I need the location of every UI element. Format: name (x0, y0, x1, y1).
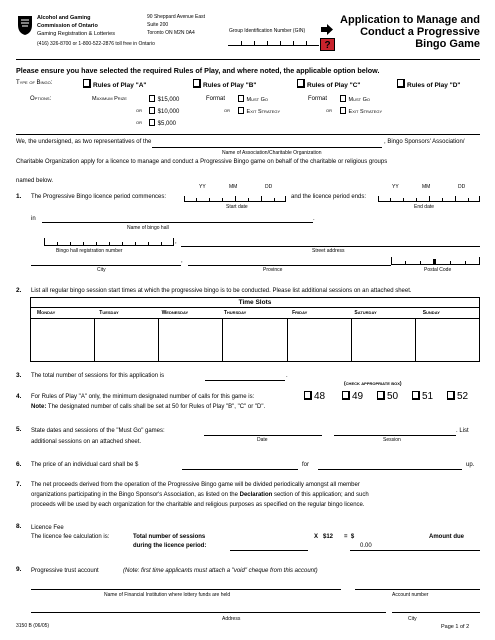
q2-number: 2. (16, 287, 22, 294)
city-comma: , (181, 258, 183, 264)
format-label-c: Format (308, 96, 328, 102)
calls-50-checkbox[interactable] (377, 391, 385, 400)
q5-list: . List (456, 428, 469, 434)
rules-d-option[interactable] (397, 79, 460, 89)
q6-for: for (302, 462, 310, 468)
fee-multiplier: X $12 (314, 534, 334, 540)
must-go-session-label: Session (383, 437, 401, 443)
rules-c-checkbox[interactable] (297, 79, 305, 88)
ontario-logo (16, 14, 34, 36)
street-address-input[interactable] (181, 246, 480, 247)
q4-number: 4. (16, 393, 22, 400)
time-slots-entry-row (31, 319, 479, 361)
rules-d-checkbox[interactable] (397, 79, 405, 88)
prize-15000-checkbox[interactable] (149, 95, 155, 102)
c-must-go-option[interactable] (340, 95, 370, 103)
financial-institution-label: Name of Financial Institution where lottery funds are held (104, 592, 231, 598)
hall-registration-input[interactable] (44, 238, 174, 246)
gin-input[interactable] (228, 36, 319, 46)
q9-note: (Note: first time applicants must attach a "void" cheque from this account) (123, 568, 318, 574)
reg-comma: , (175, 239, 177, 245)
q7-line-2c: section of this application; and such (272, 492, 369, 498)
q3-text: The total number of sessions for this application is (31, 373, 165, 379)
q3-period: . (286, 373, 288, 379)
start-yy-label: YY (199, 184, 206, 190)
c-exit-strategy-label: Exit Strategy (348, 109, 383, 115)
bank-city-label: City (408, 616, 417, 622)
amount-due-label: Amount due (429, 534, 464, 540)
q7-line-3: proceeds will be used by each organization for the charitable and religious purposes as specified on the regular bingo licence. (31, 502, 365, 508)
calls-50-label: 50 (387, 391, 399, 402)
prize-10000-label: $10,000 (157, 109, 180, 115)
time-slots-days-row (31, 308, 479, 319)
card-price-input[interactable] (182, 469, 298, 470)
q1-number: 1. (16, 193, 22, 200)
prize-5000-checkbox[interactable] (149, 119, 155, 126)
start-date-label: Start date (226, 204, 248, 210)
c-exit-strategy-option[interactable] (340, 107, 382, 115)
help-button[interactable]: ? (320, 38, 335, 51)
account-number-label: Account number (392, 592, 429, 598)
wednesday-slot-input[interactable] (159, 319, 223, 361)
tuesday-slot-input[interactable] (95, 319, 159, 361)
calls-49-checkbox[interactable] (342, 391, 350, 400)
day-monday: Monday (37, 310, 56, 316)
q4-note (31, 404, 265, 410)
bank-address-label: Address (222, 616, 241, 622)
day-thursday: Thursday (223, 310, 247, 316)
org-name-1: Alcohol and Gaming (37, 15, 91, 21)
calls-52-label: 52 (457, 391, 469, 402)
friday-slot-input[interactable] (288, 319, 352, 361)
prize-15000-label: $15,000 (157, 97, 180, 103)
must-go-session-input[interactable] (334, 435, 456, 436)
calls-52-option[interactable] (447, 391, 468, 402)
end-mm-label: MM (422, 184, 431, 190)
b-must-go-option[interactable] (238, 95, 268, 103)
format-label-b: Format (206, 96, 226, 102)
intro-line-1-end: , Bingo Sponsors' Association/ (384, 139, 465, 145)
association-name-label: Name of Association/Charitable Organization (222, 150, 322, 156)
c-must-go-label: Must Go (348, 97, 371, 103)
or-label: or (136, 108, 142, 114)
q5-text-2: additional sessions on an attached sheet. (31, 439, 142, 445)
q1-text: The Progressive Bingo licence period commences: (31, 194, 167, 200)
arrow-right-icon (320, 23, 334, 36)
c-exit-strategy-checkbox[interactable] (340, 107, 346, 114)
form-title-line-1: Application to Manage and (340, 14, 480, 26)
org-phone: (416) 326-8700 or 1-800-522-2876 toll free in Ontario (37, 41, 155, 47)
b-exit-strategy-checkbox[interactable] (238, 107, 244, 114)
org-name-2: Commission of Ontario (37, 23, 98, 29)
q8-title: Licence Fee (31, 525, 64, 531)
sunday-slot-input[interactable] (416, 319, 479, 361)
b-exit-strategy-label: Exit Strategy (246, 109, 281, 115)
time-slots-table (30, 297, 480, 362)
b-must-go-label: Must Go (246, 97, 269, 103)
q7-line-2a: organizations participating in the Bingo Sponsor's Association, as listed on the (31, 492, 240, 498)
calls-52-checkbox[interactable] (447, 391, 455, 400)
fee-amount-underline (350, 550, 480, 551)
b-must-go-checkbox[interactable] (238, 95, 244, 102)
q8-calc-label: The licence fee calculation is: (31, 534, 110, 540)
rules-a-option[interactable] (83, 79, 146, 89)
total-sessions-licence-input[interactable] (230, 550, 308, 551)
c-must-go-checkbox[interactable] (340, 95, 346, 102)
org-address-3: Toronto ON M2N 0A4 (147, 30, 195, 36)
b-exit-strategy-option[interactable] (238, 107, 280, 115)
form-title-line-2: Conduct a Progressive (360, 26, 480, 38)
day-friday: Friday (292, 310, 308, 316)
association-name-input[interactable] (152, 147, 382, 148)
prize-5000-option[interactable] (149, 119, 176, 127)
prize-5000-label: $5,000 (157, 121, 177, 127)
q8-total-2: during the licence period: (133, 543, 207, 549)
city-input[interactable] (31, 265, 181, 266)
q5-text: State dates and sessions of the "Must Go" games: (31, 428, 165, 434)
start-date-input[interactable] (184, 196, 286, 202)
total-sessions-input[interactable] (205, 380, 285, 381)
day-wednesday: Wednesday (161, 310, 189, 316)
q7-line-2 (31, 492, 369, 498)
or-label: or (224, 108, 230, 114)
q2-text: List all regular bingo session start times at which the progressive bingo is to be conducted. Please list additional sessions on an attached sheet. (31, 288, 412, 294)
end-date-label: End date (414, 204, 435, 210)
in-label: in (31, 216, 36, 222)
max-prize-label: Maximum Prize (92, 96, 127, 102)
intro-line-3: named below. (16, 178, 54, 184)
start-mm-label: MM (229, 184, 238, 190)
calls-48-checkbox[interactable] (304, 391, 312, 400)
org-name-3: Gaming Registration & Lotteries (37, 31, 115, 37)
day-sunday: Sunday (422, 310, 440, 316)
q9-number: 9. (16, 566, 22, 573)
street-address-label: Street address (312, 248, 345, 254)
org-address-2: Suite 200 (147, 22, 169, 28)
rules-c-option[interactable] (297, 79, 360, 89)
q6-up: up. (466, 462, 475, 468)
q5-number: 5. (16, 426, 22, 433)
end-date-input[interactable] (378, 196, 480, 202)
intro-line-2: Charitable Organization apply for a licence to manage and conduct a Progressive Bingo game on behalf of the charitable or religious groups (16, 159, 388, 165)
bank-city-input[interactable] (392, 612, 480, 613)
q7-declaration-ref: Declaration (239, 492, 273, 498)
q4-text: For Rules of Play "A" only, the minimum designated number of calls for this game is: (31, 394, 255, 400)
calls-49-label: 49 (352, 391, 364, 402)
calls-51-label: 51 (422, 391, 434, 402)
end-yy-label: YY (392, 184, 399, 190)
end-dd-label: DD (458, 184, 466, 190)
prize-10000-checkbox[interactable] (149, 107, 155, 114)
calls-49-option[interactable] (342, 391, 363, 402)
next-arrow-button[interactable] (320, 23, 334, 36)
options-label: Options: (30, 96, 52, 102)
type-of-bingo-label: Type of Bingo: (16, 80, 53, 86)
q8-total-1: Total number of sessions (133, 534, 206, 540)
calls-51-option[interactable] (412, 391, 433, 402)
province-label: Province (263, 267, 283, 273)
card-quantity-input[interactable] (318, 469, 462, 470)
form-title-line-3: Bingo Game (415, 38, 480, 50)
financial-institution-input[interactable] (31, 589, 341, 590)
q4-note-text: The designated number of calls shall be set at 50 for Rules of Play "B", "C" or "D". (47, 404, 266, 410)
bingo-hall-name-label: Name of bingo hall (127, 225, 169, 231)
bank-address-input[interactable] (31, 612, 386, 613)
rules-b-option[interactable] (193, 79, 256, 89)
account-number-input[interactable] (355, 589, 480, 590)
q4-note-label: Note: (31, 404, 47, 410)
province-input[interactable] (188, 265, 391, 266)
q3-number: 3. (16, 372, 22, 379)
time-slots-header: Time Slots (31, 298, 479, 308)
hall-name-period: . (313, 216, 315, 222)
trillium-crest-icon (16, 14, 34, 36)
q6-text: The price of an individual card shall be $ (31, 462, 139, 468)
day-tuesday: Tuesday (99, 310, 119, 316)
city-label: City (97, 267, 106, 273)
prize-10000-option[interactable] (149, 107, 179, 115)
rules-d-label: Rules of Play "D" (407, 82, 461, 89)
q1-ends-text: and the licence period ends: (291, 194, 367, 200)
rules-a-label: Rules of Play "A" (93, 82, 147, 89)
rules-a-checkbox[interactable] (83, 79, 91, 88)
q6-number: 6. (16, 461, 22, 468)
postal-code-label: Postal Code (424, 267, 452, 273)
must-go-date-label: Date (257, 437, 268, 443)
q7-line-1: The net proceeds derived from the operation of the Progressive Bingo game will be divided periodically amongst all member (31, 482, 360, 488)
day-saturday: Saturday (354, 310, 377, 316)
calls-48-option[interactable] (304, 391, 325, 402)
hall-registration-label: Bingo hall registration number (56, 248, 123, 254)
bingo-hall-name-input[interactable] (42, 222, 313, 223)
rules-instruction: Please ensure you have selected the required Rules of Play, and where noted, the applicable option below. (16, 66, 380, 75)
thursday-slot-input[interactable] (223, 319, 287, 361)
postal-code-input[interactable] (391, 257, 480, 265)
form-title (338, 14, 480, 50)
start-dd-label: DD (265, 184, 273, 190)
or-label: or (136, 120, 142, 126)
rules-b-label: Rules of Play "B" (203, 82, 257, 89)
q7-number: 7. (16, 481, 22, 488)
monday-slot-input[interactable] (31, 319, 95, 361)
check-appropriate-box: (check appropriate box) (344, 381, 402, 387)
gin-label: Group Identification Number (GIN) (229, 28, 306, 34)
calls-48-label: 48 (314, 391, 326, 402)
q9-text: Progressive trust account (31, 568, 99, 574)
calls-50-option[interactable] (377, 391, 398, 402)
page-number: Page 1 of 2 (441, 624, 470, 630)
intro-line-1: We, the undersigned, as two representatives of the (16, 139, 152, 145)
rules-b-checkbox[interactable] (193, 79, 201, 88)
rules-c-label: Rules of Play "C" (307, 82, 361, 89)
calls-51-checkbox[interactable] (412, 391, 420, 400)
q8-number: 8. (16, 523, 22, 530)
org-address-1: 90 Sheppard Avenue East (147, 14, 206, 20)
prize-15000-option[interactable] (149, 95, 179, 103)
form-number: 3150 B (06/05) (16, 623, 50, 629)
fee-equals: = $ (344, 534, 355, 540)
or-label: or (326, 108, 332, 114)
fee-amount-input[interactable]: 0.00 (360, 543, 372, 549)
must-go-date-input[interactable] (204, 435, 322, 436)
saturday-slot-input[interactable] (352, 319, 416, 361)
